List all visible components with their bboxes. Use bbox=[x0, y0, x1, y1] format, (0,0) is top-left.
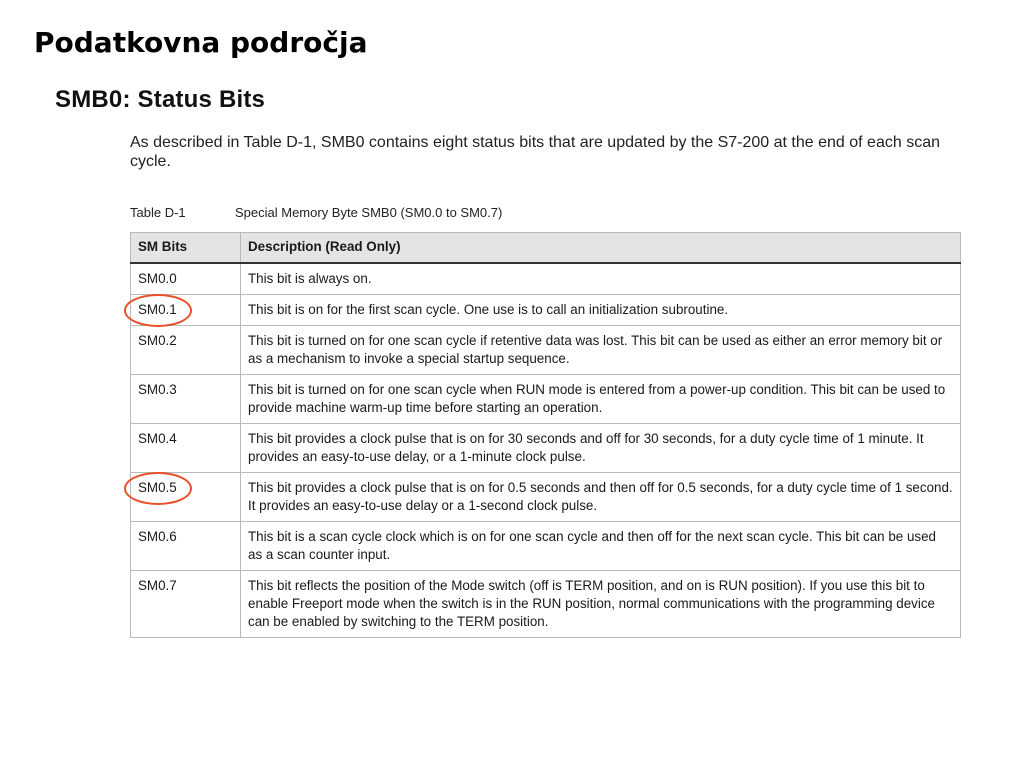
sm-bit-cell bbox=[131, 295, 241, 326]
sm-bit-cell bbox=[131, 424, 241, 473]
section-heading: SMB0: Status Bits bbox=[55, 86, 266, 113]
sm-bit-cell bbox=[131, 473, 241, 522]
table-body bbox=[131, 263, 961, 638]
description-cell: This bit provides a clock pulse that is on for 30 seconds and off for 30 seconds, for a duty cycle time of 1 minute. It provides an easy-to-use delay, or a 1-minute clock pulse. bbox=[241, 424, 961, 473]
sm-bit-label: SM0.3 bbox=[138, 382, 177, 397]
sm-bit-label: SM0.4 bbox=[138, 431, 177, 446]
table-caption-id: Table D-1 bbox=[130, 205, 186, 220]
table-row bbox=[131, 263, 961, 295]
sm-bit-cell bbox=[131, 263, 241, 295]
description-cell: This bit is turned on for one scan cycle when RUN mode is entered from a power-up condition. This bit can be used to provide machine warm-up time before starting an operation. bbox=[241, 375, 961, 424]
table-header-row bbox=[131, 233, 961, 264]
table-row bbox=[131, 473, 961, 522]
sm-bit-label: SM0.1 bbox=[138, 302, 177, 317]
sm-bit-label: SM0.6 bbox=[138, 529, 177, 544]
description-cell: This bit provides a clock pulse that is on for 0.5 seconds and then off for 0.5 seconds, for a duty cycle time of 1 second. It provides an easy-to-use delay or a 1-second clock pulse. bbox=[241, 473, 961, 522]
description-cell: This bit is always on. bbox=[241, 263, 961, 295]
table-row bbox=[131, 571, 961, 638]
column-header-sm-bits: SM Bits bbox=[131, 233, 241, 264]
status-bits-table bbox=[130, 232, 961, 638]
column-header-description: Description (Read Only) bbox=[241, 233, 961, 264]
table-row bbox=[131, 326, 961, 375]
sm-bit-cell bbox=[131, 571, 241, 638]
sm-bit-label: SM0.2 bbox=[138, 333, 177, 348]
description-cell: This bit reflects the position of the Mode switch (off is TERM position, and on is RUN position). If you use this bit to enable Freeport mode when the switch is in the RUN position, normal communications with the programming device can be enabled by switching to the TERM position. bbox=[241, 571, 961, 638]
sm-bit-label: SM0.5 bbox=[138, 480, 177, 495]
sm-bit-cell bbox=[131, 326, 241, 375]
sm-bit-label: SM0.7 bbox=[138, 578, 177, 593]
description-cell: This bit is a scan cycle clock which is on for one scan cycle and then off for the next scan cycle. This bit can be used as a scan counter input. bbox=[241, 522, 961, 571]
sm-bit-cell bbox=[131, 522, 241, 571]
description-cell: This bit is turned on for one scan cycle if retentive data was lost. This bit can be used as either an error memory bit or as a mechanism to invoke a special startup sequence. bbox=[241, 326, 961, 375]
table-row bbox=[131, 424, 961, 473]
table-row bbox=[131, 522, 961, 571]
table-caption-text: Special Memory Byte SMB0 (SM0.0 to SM0.7) bbox=[235, 205, 503, 220]
sm-bit-label: SM0.0 bbox=[138, 271, 177, 286]
sm-bit-cell bbox=[131, 375, 241, 424]
table-caption bbox=[130, 205, 502, 220]
intro-paragraph: As described in Table D-1, SMB0 contains eight status bits that are updated by the S7-200 at the end of each scan cycle. bbox=[130, 134, 940, 170]
description-cell: This bit is on for the first scan cycle. One use is to call an initialization subroutine. bbox=[241, 295, 961, 326]
table-row bbox=[131, 295, 961, 326]
table-row bbox=[131, 375, 961, 424]
slide-title: Podatkovna področja bbox=[34, 26, 368, 59]
